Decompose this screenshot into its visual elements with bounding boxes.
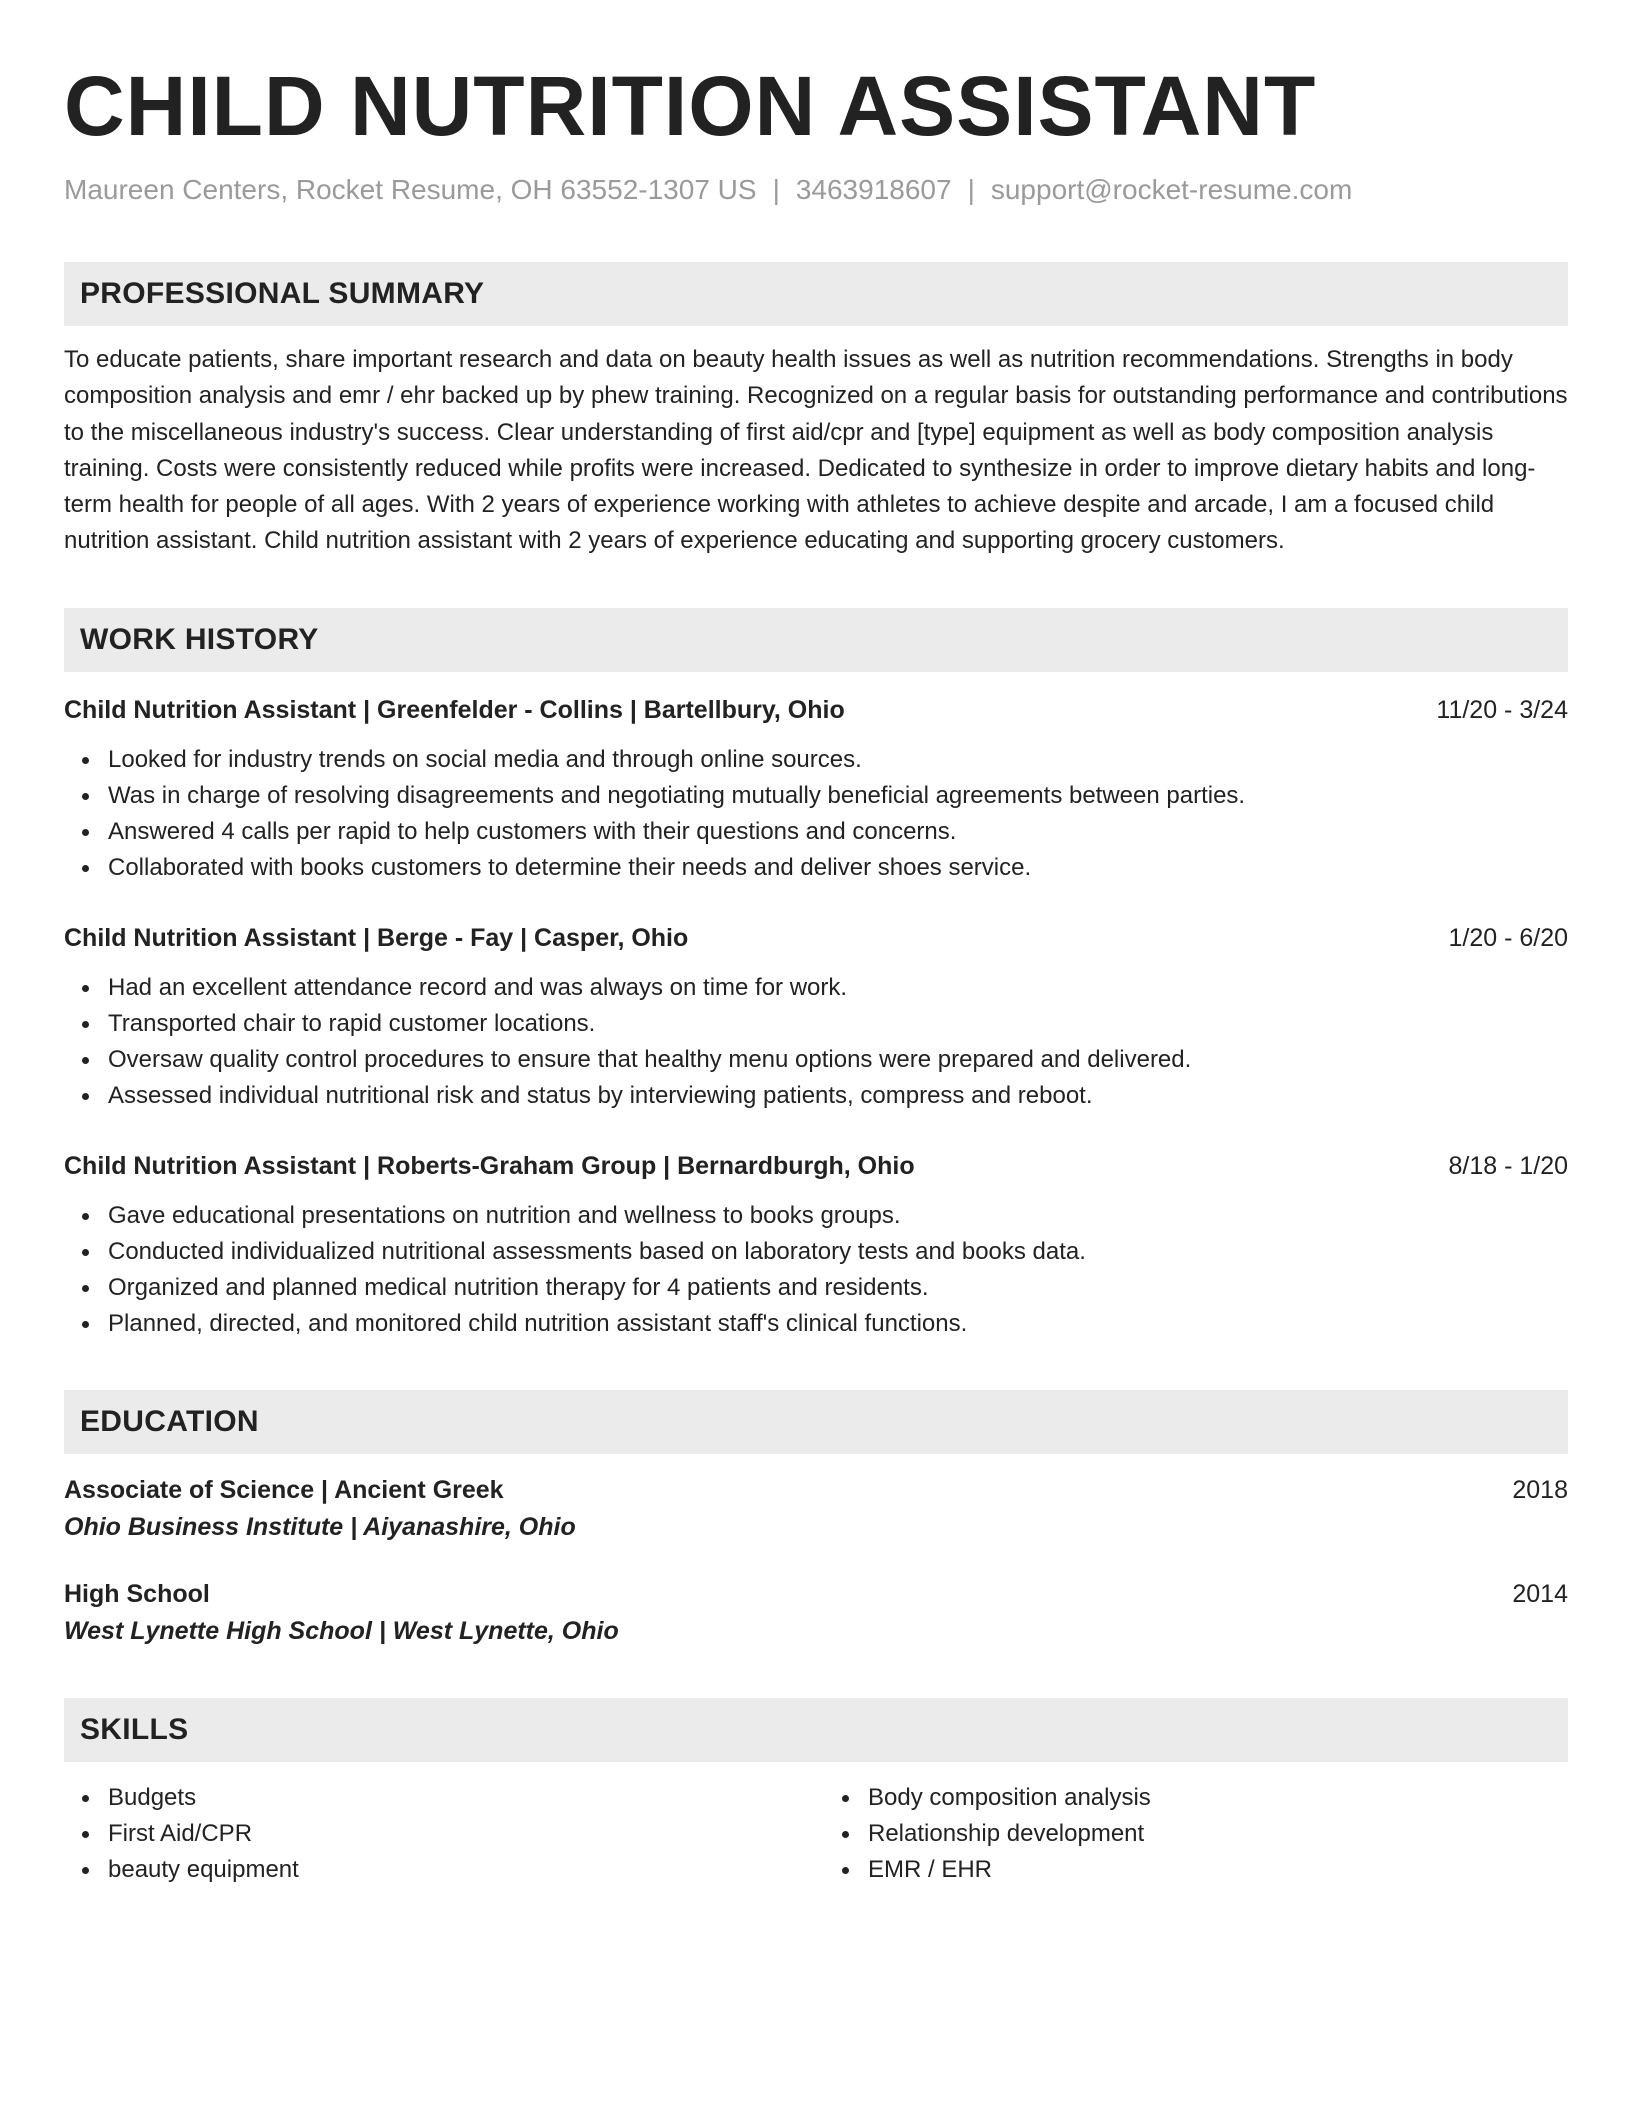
education-degree: High School	[64, 1579, 210, 1608]
skill-item: Relationship development	[868, 1816, 1568, 1852]
list-item: Assessed individual nutritional risk and status by interviewing patients, compress and reboot.	[108, 1078, 1568, 1114]
skills-column-left	[64, 1780, 816, 1888]
section-header-skills: SKILLS	[64, 1698, 1568, 1762]
section-header-education: EDUCATION	[64, 1390, 1568, 1454]
section-header-summary: PROFESSIONAL SUMMARY	[64, 262, 1568, 326]
job-title: Child Nutrition Assistant | Greenfelder - Collins | Bartellbury, Ohio	[64, 695, 845, 724]
section-header-work-history: WORK HISTORY	[64, 608, 1568, 672]
job-header	[64, 1148, 1568, 1184]
skills-column-right	[816, 1780, 1568, 1888]
skills-list	[64, 1780, 1568, 1888]
list-item: Oversaw quality control procedures to ensure that healthy menu options were prepared and delivered.	[108, 1042, 1568, 1078]
list-item: Was in charge of resolving disagreements and negotiating mutually beneficial agreements between parties.	[108, 778, 1568, 814]
job-entry	[64, 920, 1568, 1114]
summary-text: To educate patients, share important research and data on beauty health issues as well as nutrition recommendations. Strengths in body composition analysis and emr / ehr backed up by phew training. Recognized on a regular basis for outstanding performance and contributions to the miscellaneous industry's success. Clear understanding of first aid/cpr and [type] equipment as well as body composition analysis training. Costs were consistently reduced while profits were increased. Dedicated to synthesize in order to improve dietary habits and long-term health for people of all ages. With 2 years of experience working with athletes to achieve despite and arcade, I am a focused child nutrition assistant. Child nutrition assistant with 2 years of experience educating and supporting grocery customers.	[64, 346, 1568, 555]
skill-item: beauty equipment	[108, 1852, 816, 1888]
skill-item: First Aid/CPR	[108, 1816, 816, 1852]
education-school: West Lynette High School | West Lynette, Ohio	[64, 1616, 619, 1645]
job-bullets	[64, 742, 1568, 886]
list-item: Transported chair to rapid customer locations.	[108, 1006, 1568, 1042]
education-year: 2018	[1512, 1475, 1568, 1504]
education-entry	[64, 1472, 1568, 1546]
education-entry	[64, 1576, 1568, 1650]
skill-item: Body composition analysis	[868, 1780, 1568, 1816]
list-item: Looked for industry trends on social media and through online sources.	[108, 742, 1568, 778]
list-item: Answered 4 calls per rapid to help customers with their questions and concerns.	[108, 814, 1568, 850]
job-dates: 1/20 - 6/20	[1448, 923, 1568, 952]
job-bullets	[64, 970, 1568, 1114]
education-school: Ohio Business Institute | Aiyanashire, Ohio	[64, 1512, 576, 1541]
skill-item: Budgets	[108, 1780, 816, 1816]
job-dates: 11/20 - 3/24	[1436, 695, 1568, 724]
list-item: Planned, directed, and monitored child nutrition assistant staff's clinical functions.	[108, 1306, 1568, 1342]
skill-item: EMR / EHR	[868, 1852, 1568, 1888]
contact-address: Maureen Centers, Rocket Resume, OH 63552-1307 US	[64, 174, 757, 205]
education-degree: Associate of Science | Ancient Greek	[64, 1475, 504, 1504]
resume-title: CHILD NUTRITION ASSISTANT	[64, 59, 1317, 153]
contact-separator: |	[772, 174, 780, 205]
job-header	[64, 920, 1568, 956]
education-header	[64, 1576, 1568, 1612]
job-bullets	[64, 1198, 1568, 1342]
list-item: Had an excellent attendance record and was always on time for work.	[108, 970, 1568, 1006]
contact-separator: |	[967, 174, 975, 205]
job-title: Child Nutrition Assistant | Berge - Fay | Casper, Ohio	[64, 923, 689, 952]
list-item: Conducted individualized nutritional assessments based on laboratory tests and books data.	[108, 1234, 1568, 1270]
contact-email: support@rocket-resume.com	[990, 174, 1353, 205]
list-item: Collaborated with books customers to determine their needs and deliver shoes service.	[108, 850, 1568, 886]
list-item: Organized and planned medical nutrition therapy for 4 patients and residents.	[108, 1270, 1568, 1306]
job-title: Child Nutrition Assistant | Roberts-Graham Group | Bernardburgh, Ohio	[64, 1151, 915, 1180]
job-entry	[64, 692, 1568, 886]
contact-phone: 3463918607	[795, 174, 952, 205]
contact-line	[64, 170, 1568, 210]
job-dates: 8/18 - 1/20	[1448, 1151, 1568, 1180]
education-header	[64, 1472, 1568, 1508]
list-item: Gave educational presentations on nutrition and wellness to books groups.	[108, 1198, 1568, 1234]
education-year: 2014	[1512, 1579, 1568, 1608]
job-entry	[64, 1148, 1568, 1342]
job-header	[64, 692, 1568, 728]
